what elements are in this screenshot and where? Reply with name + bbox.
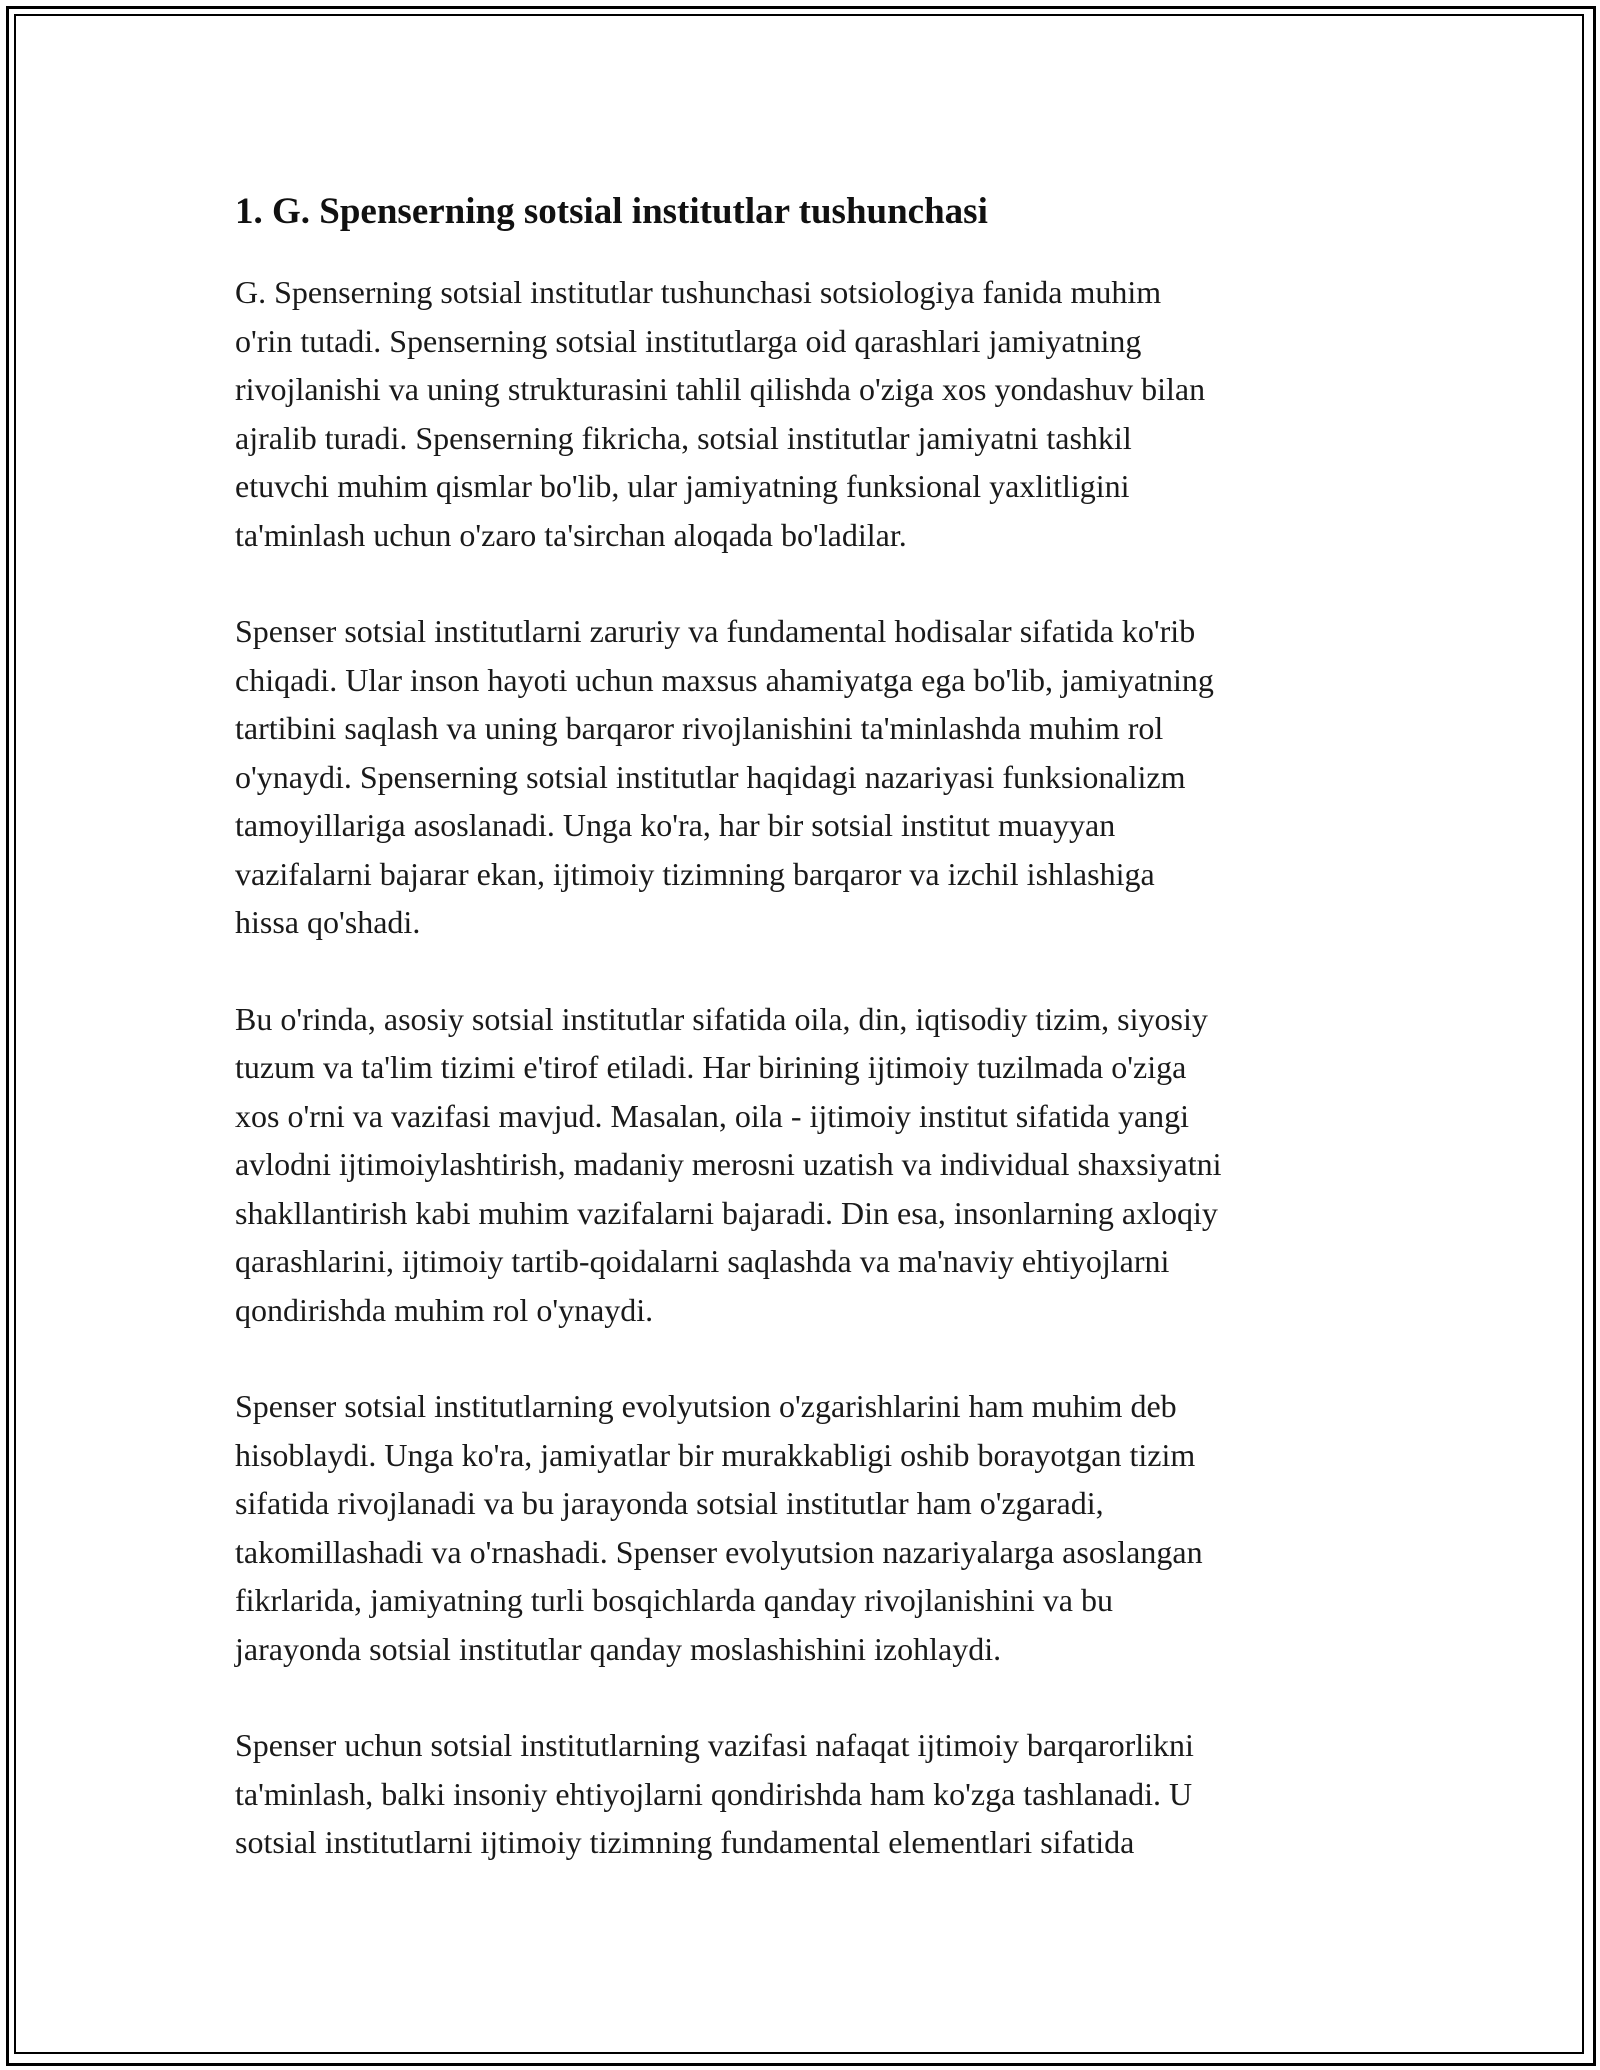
paragraph-line: chiqadi. Ular inson hayoti uchun maxsus ahamiyatga ega bo'lib, jamiyatning <box>235 661 1214 698</box>
paragraph-line: sifatida rivojlanadi va bu jarayonda sotsial institutlar ham o'zgaradi, <box>235 1485 1104 1521</box>
paragraph-line: Bu o'rinda, asosiy sotsial institutlar sifatida oila, din, iqtisodiy tizim, siyosiy <box>235 1000 1208 1037</box>
paragraph-line: hisoblaydi. Unga ko'ra, jamiyatlar bir murakkabligi oshib borayotgan tizim <box>235 1436 1196 1473</box>
paragraph-line: G. Spenserning sotsial institutlar tushunchasi sotsiologiya fanida muhim <box>235 274 1162 310</box>
paragraph-3 <box>235 995 1375 1335</box>
paragraph-line: etuvchi muhim qismlar bo'lib, ular jamiyatning funksional yaxlitligini <box>235 468 1130 504</box>
paragraph-line: qarashlarini, ijtimoiy tartib-qoidalarni saqlashda va ma'naviy ehtiyojlarni <box>235 1243 1170 1279</box>
paragraph-line: Spenser sotsial institutlarning evolyutsion o'zgarishlarini ham muhim deb <box>235 1388 1177 1424</box>
paragraph-line: avlodni ijtimoiylashtirish, madaniy merosni uzatish va individual shaxsiyatni <box>235 1146 1222 1182</box>
paragraph-line: hissa qo'shadi. <box>235 904 421 940</box>
paragraph-line: jarayonda sotsial institutlar qanday moslashishini izohlaydi. <box>235 1630 1002 1667</box>
paragraph-line: Spenser uchun sotsial institutlarning vazifasi nafaqat ijtimoiy barqarorlikni <box>235 1727 1194 1763</box>
paragraph-4 <box>235 1382 1375 1673</box>
paragraph-line: tartibini saqlash va uning barqaror rivojlanishini ta'minlashda muhim rol <box>235 710 1164 746</box>
paragraph-line: shakllantirish kabi muhim vazifalarni bajaradi. Din esa, insonlarning axloqiy <box>235 1194 1218 1231</box>
paragraph-1 <box>235 268 1375 559</box>
paragraph-line: vazifalarni bajarar ekan, ijtimoiy tizimning barqaror va izchil ishlashiga <box>235 855 1155 892</box>
paragraph-line: qondirishda muhim rol o'ynaydi. <box>235 1291 654 1328</box>
paragraph-line: tamoyillariga asoslanadi. Unga ko'ra, har bir sotsial institut muayyan <box>235 807 1116 843</box>
paragraph-line: ta'minlash, balki insoniy ehtiyojlarni qondirishda ham ko'zga tashlanadi. U <box>235 1775 1193 1812</box>
paragraph-line: ta'minlash uchun o'zaro ta'sirchan aloqada bo'ladilar. <box>235 516 907 553</box>
paragraph-line: tuzum va ta'lim tizimi e'tirof etiladi. Har birining ijtimoiy tuzilmada o'ziga <box>235 1049 1187 1085</box>
paragraph-line: xos o'rni va vazifasi mavjud. Masalan, oila - ijtimoiy institut sifatida yangi <box>235 1097 1190 1134</box>
paragraph-line: takomillashadi va o'rnashadi. Spenser evolyutsion nazariyalarga asoslangan <box>235 1533 1203 1570</box>
paragraph-5 <box>235 1721 1375 1867</box>
paragraph-line: ajralib turadi. Spenserning fikricha, sotsial institutlar jamiyatni tashkil <box>235 419 1132 456</box>
page-title: 1. G. Spenserning sotsial institutlar tushunchasi <box>235 191 988 232</box>
paragraph-line: o'rin tutadi. Spenserning sotsial institutlarga oid qarashlari jamiyatning <box>235 322 1142 359</box>
paragraph-line: Spenser sotsial institutlarni zaruriy va fundamental hodisalar sifatida ko'rib <box>235 613 1196 649</box>
paragraph-line: rivojlanishi va uning strukturasini tahlil qilishda o'ziga xos yondashuv bilan <box>235 371 1206 407</box>
paragraph-line: o'ynaydi. Spenserning sotsial institutlar haqidagi nazariyasi funksionalizm <box>235 758 1186 795</box>
paragraph-2 <box>235 607 1375 947</box>
paragraph-line: fikrlarida, jamiyatning turli bosqichlarda qanday rivojlanishini va bu <box>235 1582 1113 1618</box>
paragraph-line: sotsial institutlarni ijtimoiy tizimning fundamental elementlari sifatida <box>235 1824 1135 1860</box>
document-body <box>235 186 1375 1915</box>
